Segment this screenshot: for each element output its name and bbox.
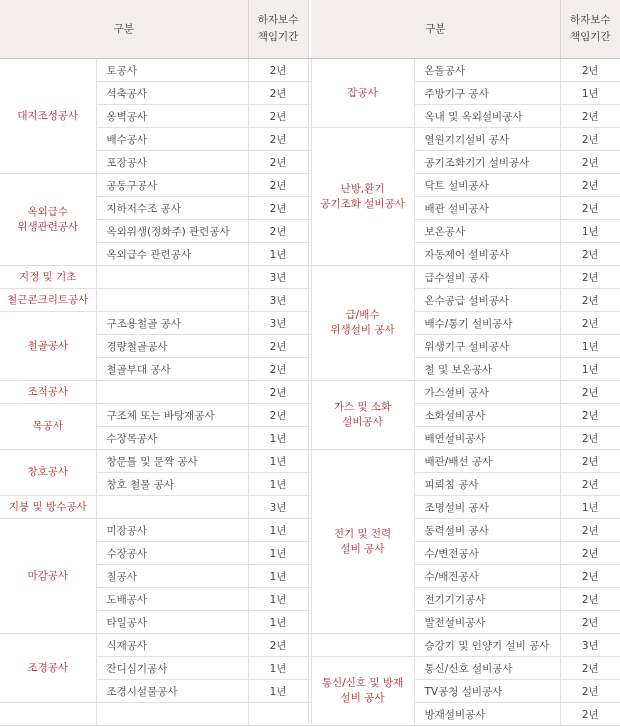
right-work-item: 옥내 및 옥외설비공사 — [414, 105, 560, 128]
left-warranty-period: 2년 — [248, 59, 308, 82]
right-warranty-period: 1년 — [560, 496, 620, 519]
right-work-item: 통신/신호 설비공사 — [414, 657, 560, 680]
table-row — [0, 174, 620, 197]
right-category-label — [311, 266, 414, 381]
column-divider — [308, 496, 311, 519]
right-work-item: 온수공급 설비공사 — [414, 289, 560, 312]
left-category-label — [0, 450, 96, 496]
left-warranty-period: 3년 — [248, 289, 308, 312]
right-category-label — [311, 657, 414, 726]
left-warranty-period: 3년 — [248, 496, 308, 519]
left-warranty-period: 3년 — [248, 312, 308, 335]
right-work-item: 수/변전공사 — [414, 542, 560, 565]
table-row — [0, 404, 620, 427]
left-warranty-period: 1년 — [248, 519, 308, 542]
table-row — [0, 381, 620, 404]
category-label-text: 조적공사 — [27, 385, 69, 398]
left-work-item — [96, 266, 248, 289]
left-warranty-period: 1년 — [248, 588, 308, 611]
column-divider — [308, 519, 311, 542]
column-divider — [308, 427, 311, 450]
left-work-item: 철골부대 공사 — [96, 358, 248, 381]
column-divider — [308, 611, 311, 634]
left-warranty-period: 2년 — [248, 105, 308, 128]
right-warranty-period: 1년 — [560, 335, 620, 358]
left-warranty-period: 2년 — [248, 381, 308, 404]
category-label-text: 대지조성공사 — [17, 109, 79, 122]
period-header-line2: 책임기간 — [257, 31, 299, 43]
column-divider — [308, 473, 311, 496]
left-warranty-period: 2년 — [248, 82, 308, 105]
category-label-text: 조경공사 — [27, 661, 69, 674]
column-divider — [308, 312, 311, 335]
table-row — [0, 450, 620, 473]
right-work-item: 발전설비공사 — [414, 611, 560, 634]
right-work-item: 전기기기공사 — [414, 588, 560, 611]
category-label-text: 전기 및 전력 설비 공사 — [333, 527, 392, 555]
right-work-item: 열원기기설비 공사 — [414, 128, 560, 151]
category-label-text: 지붕 및 방수공사 — [8, 500, 87, 513]
right-work-item: 배관/배선 공사 — [414, 450, 560, 473]
left-work-item — [96, 703, 248, 726]
left-work-item: 수장공사 — [96, 542, 248, 565]
right-warranty-period: 2년 — [560, 174, 620, 197]
left-work-item: 구조체 또는 바탕재공사 — [96, 404, 248, 427]
right-work-item: 배연설비공사 — [414, 427, 560, 450]
right-work-item: 동력설비 공사 — [414, 519, 560, 542]
left-work-item: 옥외위생(정화주) 관련공사 — [96, 220, 248, 243]
right-warranty-period: 2년 — [560, 703, 620, 726]
left-work-item: 지하저수조 공사 — [96, 197, 248, 220]
column-divider — [308, 404, 311, 427]
left-warranty-period: 1년 — [248, 243, 308, 266]
left-work-item: 수장목공사 — [96, 427, 248, 450]
right-warranty-period: 2년 — [560, 565, 620, 588]
right-work-item: 피뢰침 공사 — [414, 473, 560, 496]
left-work-item — [96, 496, 248, 519]
category-label-text: 급/배수 위생설비 공사 — [330, 309, 395, 336]
table-row — [0, 496, 620, 519]
right-warranty-period: 2년 — [560, 289, 620, 312]
left-category-label — [0, 59, 96, 174]
table-row — [0, 519, 620, 542]
right-warranty-period: 2년 — [560, 197, 620, 220]
right-work-item: 조명설비 공사 — [414, 496, 560, 519]
right-work-item: 방재설비공사 — [414, 703, 560, 726]
left-category-label — [0, 634, 96, 703]
left-warranty-period: 2년 — [248, 404, 308, 427]
category-label-text: 목공사 — [32, 420, 63, 432]
left-category-label — [0, 266, 96, 289]
right-warranty-period: 2년 — [560, 680, 620, 703]
right-work-item: 공기조화기기 설비공사 — [414, 151, 560, 174]
right-category-label — [311, 381, 414, 450]
left-category-header: 구분 — [0, 0, 248, 59]
column-divider — [308, 82, 311, 105]
left-work-item: 옥외급수 관련공사 — [96, 243, 248, 266]
category-label-text: 옥외급수 위생관련공사 — [17, 205, 79, 233]
left-warranty-period: 1년 — [248, 450, 308, 473]
period-header-line2: 책임기간 — [569, 31, 611, 43]
left-warranty-period — [248, 703, 308, 726]
left-work-item: 경량철골공사 — [96, 335, 248, 358]
right-warranty-period: 2년 — [560, 59, 620, 82]
right-category-label — [311, 128, 414, 266]
left-warranty-period: 2년 — [248, 358, 308, 381]
left-warranty-period: 1년 — [248, 611, 308, 634]
left-warranty-period: 2년 — [248, 174, 308, 197]
right-work-item: TV공청 설비공사 — [414, 680, 560, 703]
period-header-line1: 하자보수 — [257, 14, 299, 26]
left-work-item: 옹벽공사 — [96, 105, 248, 128]
right-work-item: 승강기 및 인양기 설비 공사 — [414, 634, 560, 657]
left-category-label — [0, 519, 96, 634]
right-work-item: 수/배전공사 — [414, 565, 560, 588]
left-work-item: 포장공사 — [96, 151, 248, 174]
right-warranty-period: 2년 — [560, 243, 620, 266]
right-warranty-period: 2년 — [560, 427, 620, 450]
right-warranty-period: 2년 — [560, 657, 620, 680]
column-divider — [308, 289, 311, 312]
right-work-item: 위생기구 설비공사 — [414, 335, 560, 358]
table-row — [0, 703, 620, 726]
left-work-item: 석축공사 — [96, 82, 248, 105]
left-work-item: 잔디심기공사 — [96, 657, 248, 680]
left-category-label — [0, 703, 96, 726]
category-label-text: 잡공사 — [347, 86, 378, 99]
right-warranty-period: 2년 — [560, 542, 620, 565]
right-warranty-period: 3년 — [560, 634, 620, 657]
right-warranty-period: 2년 — [560, 450, 620, 473]
right-work-item: 가스설비 공사 — [414, 381, 560, 404]
category-label-text: 마감공사 — [27, 569, 69, 582]
right-warranty-period: 2년 — [560, 473, 620, 496]
period-header-line1: 하자보수 — [569, 14, 611, 26]
left-work-item: 구조용철골 공사 — [96, 312, 248, 335]
right-warranty-period: 2년 — [560, 588, 620, 611]
column-divider — [308, 197, 311, 220]
left-work-item: 식재공사 — [96, 634, 248, 657]
left-warranty-period: 1년 — [248, 565, 308, 588]
category-label-text: 지정 및 기초 — [19, 270, 77, 283]
left-warranty-period: 2년 — [248, 197, 308, 220]
right-work-item: 자동제어 설비공사 — [414, 243, 560, 266]
column-divider — [308, 220, 311, 243]
column-divider — [308, 680, 311, 703]
left-warranty-period: 1년 — [248, 542, 308, 565]
left-period-header — [248, 0, 308, 59]
left-category-label — [0, 381, 96, 404]
right-work-item: 주방기구 공사 — [414, 82, 560, 105]
column-divider — [308, 174, 311, 197]
right-warranty-period: 2년 — [560, 611, 620, 634]
column-divider — [308, 358, 311, 381]
right-work-item: 온돌공사 — [414, 59, 560, 82]
category-label-text: 난방,환기 공기조화 설비공사 — [320, 182, 405, 210]
right-category-header: 구분 — [311, 0, 560, 59]
right-work-item: 닥트 설비공사 — [414, 174, 560, 197]
left-work-item: 칠공사 — [96, 565, 248, 588]
right-work-item: 배관 설비공사 — [414, 197, 560, 220]
right-warranty-period: 2년 — [560, 128, 620, 151]
left-work-item: 공동구공사 — [96, 174, 248, 197]
right-warranty-period: 2년 — [560, 404, 620, 427]
column-divider — [308, 105, 311, 128]
right-period-header — [560, 0, 620, 59]
table-row — [0, 266, 620, 289]
right-category-label — [311, 634, 414, 657]
left-category-label — [0, 312, 96, 381]
left-work-item: 배수공사 — [96, 128, 248, 151]
column-divider — [308, 703, 311, 726]
right-warranty-period: 2년 — [560, 105, 620, 128]
right-warranty-period: 1년 — [560, 82, 620, 105]
left-warranty-period: 1년 — [248, 473, 308, 496]
column-divider — [308, 335, 311, 358]
right-category-label — [311, 59, 414, 128]
right-warranty-period: 2년 — [560, 519, 620, 542]
right-work-item: 보온공사 — [414, 220, 560, 243]
category-label-text: 철골공사 — [27, 339, 69, 352]
category-label-text: 통신/신호 및 방재 설비 공사 — [321, 677, 404, 704]
right-work-item: 소화설비공사 — [414, 404, 560, 427]
category-label-text: 철근콘크리트공사 — [7, 293, 89, 306]
left-work-item — [96, 381, 248, 404]
left-warranty-period: 2년 — [248, 634, 308, 657]
left-work-item: 도배공사 — [96, 588, 248, 611]
table-row — [0, 634, 620, 657]
left-category-label — [0, 496, 96, 519]
table-row — [0, 59, 620, 82]
right-work-item: 배수/통기 설비공사 — [414, 312, 560, 335]
right-warranty-period: 2년 — [560, 151, 620, 174]
left-warranty-period: 2년 — [248, 335, 308, 358]
column-divider — [308, 243, 311, 266]
left-warranty-period: 1년 — [248, 680, 308, 703]
left-warranty-period: 2년 — [248, 128, 308, 151]
left-warranty-period: 2년 — [248, 220, 308, 243]
left-work-item: 창문틀 및 문짝 공사 — [96, 450, 248, 473]
table-row — [0, 289, 620, 312]
right-warranty-period: 2년 — [560, 381, 620, 404]
left-warranty-period: 1년 — [248, 657, 308, 680]
left-work-item — [96, 289, 248, 312]
column-divider — [308, 588, 311, 611]
left-work-item: 미장공사 — [96, 519, 248, 542]
left-work-item: 조경시설물공사 — [96, 680, 248, 703]
left-work-item: 타일공사 — [96, 611, 248, 634]
right-warranty-period: 2년 — [560, 266, 620, 289]
column-divider — [308, 542, 311, 565]
left-category-label — [0, 404, 96, 450]
right-warranty-period: 1년 — [560, 220, 620, 243]
category-label-text: 가스 및 소화 설비공사 — [333, 401, 392, 428]
left-work-item: 토공사 — [96, 59, 248, 82]
right-work-item: 철 및 보온공사 — [414, 358, 560, 381]
left-warranty-period: 3년 — [248, 266, 308, 289]
right-category-label — [311, 450, 414, 634]
left-category-label — [0, 289, 96, 312]
category-label-text: 창호공사 — [27, 466, 69, 478]
column-divider — [308, 151, 311, 174]
right-warranty-period: 1년 — [560, 358, 620, 381]
left-warranty-period: 2년 — [248, 151, 308, 174]
table-row — [0, 312, 620, 335]
left-work-item: 창호 철물 공사 — [96, 473, 248, 496]
right-work-item: 급수설비 공사 — [414, 266, 560, 289]
right-warranty-period: 2년 — [560, 312, 620, 335]
left-category-label — [0, 174, 96, 266]
left-warranty-period: 1년 — [248, 427, 308, 450]
column-divider — [308, 565, 311, 588]
